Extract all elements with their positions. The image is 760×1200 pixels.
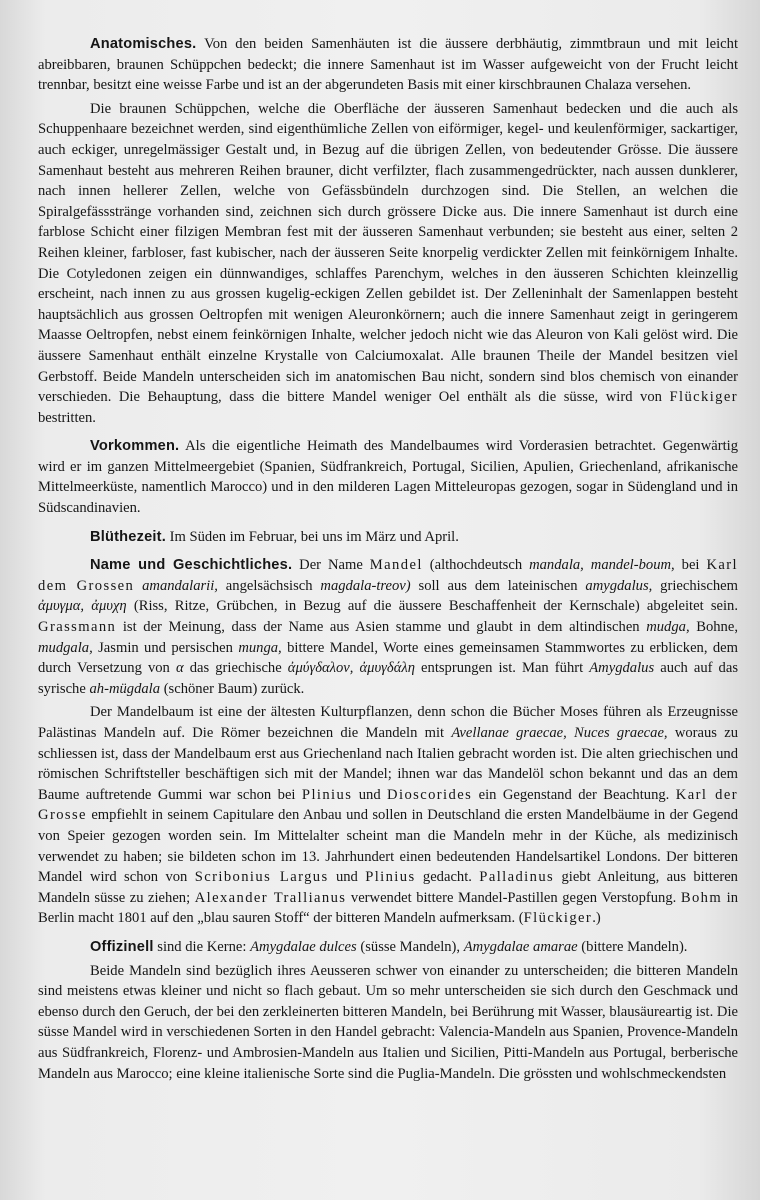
paragraph-text: Von den beiden Samenhäuten ist die äussere derbhäutig, zimmtbraun und mit leicht abreibbaren, braunen Schüppchen bedeckt; die innere Samenhaut ist im Wasser aufgeweicht von der Frucht leicht trennbar, besitzt eine weisse Farbe und ist an der abgerundeten Basis mit einer kirschbraunen Chalaza versehen. [38,36,738,94]
person-name: Scribonius Largus [194,869,329,886]
author-name: Flückiger [523,910,593,927]
heading-offizinell: Offizinell [90,938,154,955]
text-run: und [335,869,358,886]
citation-close: .) [592,910,601,927]
heading-bluethezeit: Blüthezeit. [90,528,166,545]
person-name: Palladinus [479,869,555,886]
italic-term: mudgala, [38,639,93,656]
text-run: Bohne, [696,619,738,636]
paragraph-text: Beide Mandeln sind bezüglich ihres Aeusseren schwer von einander zu unterscheiden; die bitteren Mandeln sind meistens etwas kleiner und nicht so flach gebaut. Um so mehr unterscheiden sie sich durch den Geschmack und ebenso durch den Geruch, der bei den zerkleinerten bitteren Mandeln, bei Berührung mit Wasser, blausäureartig ist. Die süsse Mandel wird in verschiedenen Sorten in den Handel gebracht: Valencia-Mandeln aus Spanien, Provence-Mandeln aus Südfrankreich, Florenz- und Ambrosien-Mandeln aus Italien und Sicilien, Pitti-Mandeln aus Portugal, berberische Mandeln aus Marocco; eine kleine italienische Sorte sind die Puglia-Mandeln. Die grössten und wohlschmeckendsten [38,962,738,1082]
paragraph-beide [38,961,738,1085]
paragraph-vorkommen [38,436,738,518]
person-name: Karl dem Grossen [38,557,738,594]
text-run: ein Gegenstand der Beachtung. [478,786,670,803]
author-name: Flückiger [669,389,738,406]
text-run: (Riss, Ritze, Grübchen, in Bezug auf die äussere Beschaffenheit der Kernschale) abgeleitet sein. [133,598,738,615]
paragraph-text: bestritten. [38,409,96,426]
person-name: Karl der Grosse [38,786,738,824]
greek-term: ἀμυγμα, ἀμυχη [38,598,127,615]
italic-term: Amygdalus [589,660,655,677]
italic-term: munga, [238,639,282,656]
text-run: ist der Meinung, dass der Name aus Asien stamme und glaubt in dem altindischen [122,619,640,636]
text-run: (schöner Baum) zurück. [163,680,305,697]
paragraph-text: Als die eigentliche Heimath des Mandelbaumes wird Vorderasien betrachtet. Gegenwärtig wird er im ganzen Mittelmeergebiet (Spanien, Südfrankreich, Portugal, Sicilien, Apulien, Griechenland, afrikanische Mittelmeerküste, namentlich Marocco) und in den milderen Lagen Mitteleuropas gezogen, sogar in Südengland und in Südscandinavien. [38,438,738,517]
text-run: auch auf das syrische [38,660,739,697]
text-run: Jasmin und persischen [98,639,233,656]
person-name: Plinius [365,869,416,886]
paragraph-bluethezeit [38,527,738,548]
italic-term: Avellanae graecae, Nuces graecae, [451,725,668,741]
person-name: Plinius [301,786,353,803]
person-name: Grassmann [38,619,117,636]
text-run: empfiehlt in seinem Capitulare den Anbau und sollen in Deutschland die ersten Mandelbäume in der Gegend von Speier gezogen worden sein. Im Mittelalter scheint man die Mandeln mehr in der Küche, als medizinisch verwendet zu haben; sie bildeten schon im 13. Jahrhundert einen bedeutenden Handelsartikel Londons. Der bitteren Mandel wird schon von [38,807,738,886]
text-run: (althochdeutsch [429,557,523,574]
italic-term: mudga, [646,619,690,636]
text-run: verwendet bittere Mandel-Pastillen gegen Verstopfung. [350,889,677,906]
person-name: Alexander Trallianus [194,889,347,906]
text-run: Der Name [299,557,363,574]
text-run: Der Mandelbaum ist eine der ältesten Kulturpflanzen, denn schon die Bücher Moses führen als Erzeugnisse Palästinas Mandeln auf. Die Römer bezeichnen die Mandeln mit [38,704,738,741]
paragraph-anatomisches [38,34,738,96]
text-run: und [358,786,381,803]
text-run: soll aus dem lateinischen [418,577,578,594]
text-run: giebt Anleitung, aus bitteren Mandeln süsse zu ziehen; [38,869,738,906]
greek-letter: α [175,660,184,677]
paragraph-text: Im Süden im Februar, bei uns im März und April. [169,528,459,545]
citation-open: ( [518,910,524,927]
text-run: angelsächsisch [225,577,313,594]
text-run: entsprungen ist. Man führt [421,660,584,677]
italic-term: ah-mügdala [89,680,161,697]
heading-name-geschichtliches: Name und Geschichtliches. [90,557,293,574]
italic-term: mandala, mandel-boum, [529,557,675,574]
text-run: das griechische [189,660,282,677]
text-run: (süsse Mandeln), [360,938,461,955]
italic-term: magdala-treov) [320,577,411,594]
paragraph-offizinell [38,937,738,958]
italic-term: amygdalus, [585,577,653,594]
heading-vorkommen: Vorkommen. [90,438,180,455]
text-run: gedacht. [422,869,472,886]
italic-term: amandalarii, [142,577,218,594]
italic-term: Amygdalae amarae [463,938,578,955]
text-run: in Berlin macht 1801 auf den „blau sauren Stoff“ der bitteren Mandeln aufmerksam. [38,889,739,927]
text-run: woraus zu schliessen ist, dass der Mandelbaum erst aus Griechenland nach Italien gebracht worden ist. Die alten griechischen und römischen Schriftsteller beschäftigen sich mit der Mandel; ihnen war das Mandelöl schon bekannt und das an dem Baume auftretende Gummi war schon bei [38,725,738,803]
paragraph-name-geschichtliches [38,555,738,699]
greek-term: ἀμύγδαλον, ἀμυγδάλη [287,660,415,677]
person-name: Bohm [680,889,723,906]
text-run: sind die Kerne: [157,938,247,955]
person-name: Dioscorides [387,786,473,803]
text-run: (bittere Mandeln). [581,938,688,955]
paragraph-text: Die braunen Schüppchen, welche die Oberfläche der äusseren Samenhaut bedecken und die auch als Schuppenhaare bezeichnet werden, sind eigenthümliche Zellen von eiförmiger, kegel- und keulenförmiger, sackartiger, auch eckiger, unregelmässiger Gestalt und, in Bezug auf die übrigen Zellen, von bedeutender Grösse. Die äussere Samenhaut besteht aus mehreren Reihen brauner, dicht verfilzter, flach zusammengedrückter, nach aussen dunklerer, nach innen hellerer Zellen, welche von Gefässbündeln durchzogen sind. Die Stellen, an welchen die Spiralgefässstränge vorhanden sind, zeichnen sich durch grössere Dicke aus. Die innere Samenhaut ist durch eine farblose Schicht einer filzigen Membran fest mit der äusseren Samenhaut verbunden; sie besteht aus einer, selten 2 Reihen kleiner, farbloser, fast kubischer, nach der äusseren Seite knorpelig verdickter Zellen mit feinkörnigem Inhalte. Die Cotyledonen zeigen ein dünnwandiges, schlaffes Parenchym, welches in den äusseren Schichten kleinzellig erscheint, nach innen zu aus grossen kugelig-eckigen Zellen gebildet ist. Der Zelleninhalt der Samenlappen besteht hauptsächlich aus grossen Oeltropfen mit wenigen Aleuronkörnern; auch die innere Samenhaut zeigt in geringerem Maasse Oeltropfen, nebst einem feinkörnigen Inhalte, welcher jedoch nicht wie das Aleuron von Kali gelöst wird. Die äussere Samenhaut enthält einzelne Krystalle von Calciumoxalat. Alle braunen Theile der Mandel besitzen viel Gerbstoff. Beide Mandeln unterscheiden sich im anatomischen Bau nicht, sondern sind blos chemisch von einander verschieden. Die Behauptung, dass die bittere Mandel weniger Oel enthält als die süsse, wird von [38,100,738,406]
spaced-term: Mandel [369,557,423,574]
text-run: bittere Mandel, Worte eines gemeinsamen Stammwortes zu erblicken, dem durch Versetzung von [38,639,739,677]
heading-anatomisches: Anatomisches. [90,36,197,52]
paragraph-schuppchen [38,99,738,429]
text-run: bei [681,557,700,574]
paragraph-mandelbaum [38,702,738,929]
italic-term: Amygdalae dulces [250,938,357,955]
text-run: griechischem [660,577,738,594]
